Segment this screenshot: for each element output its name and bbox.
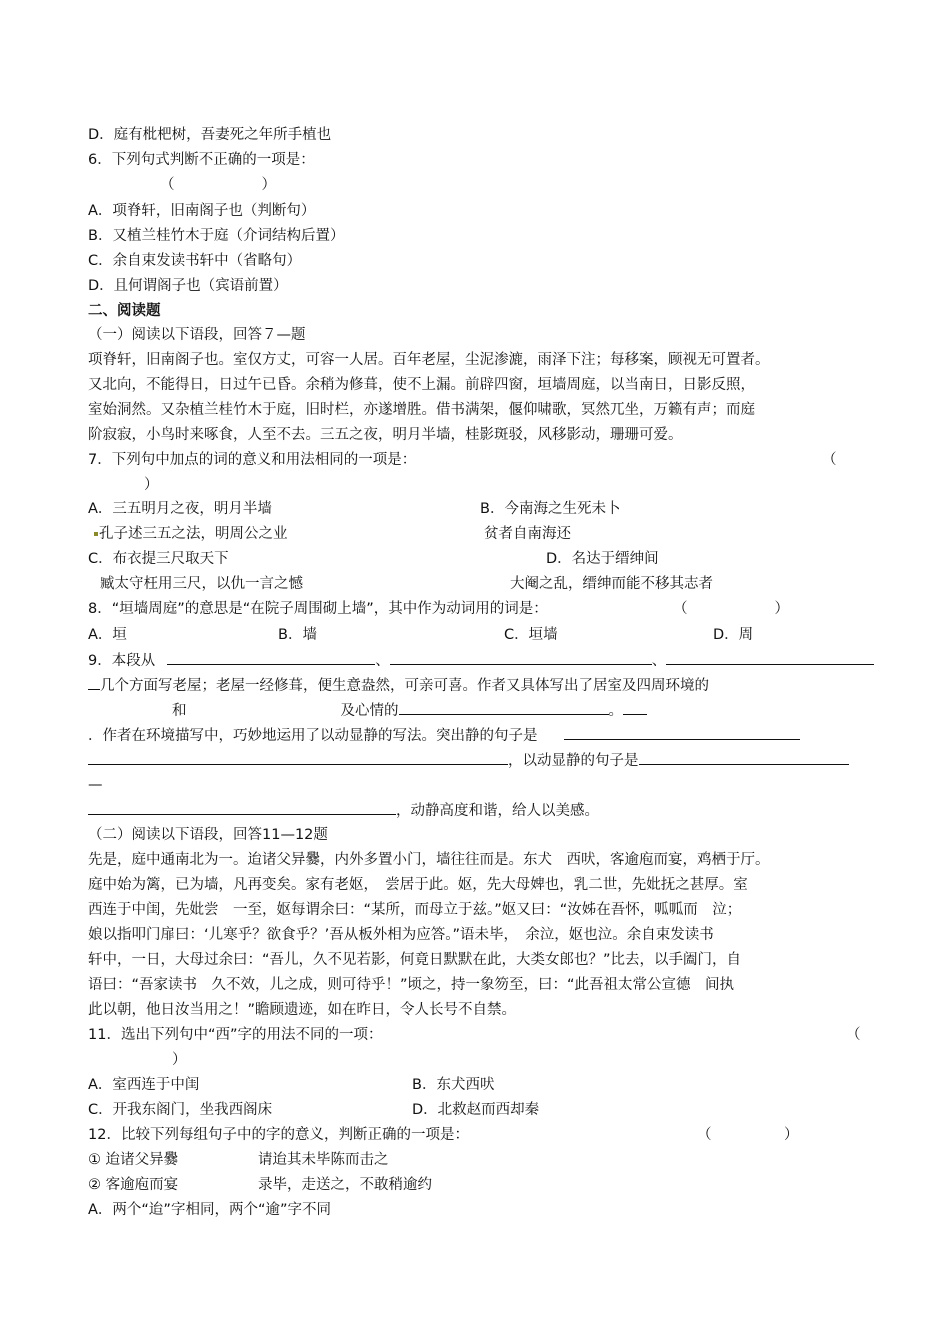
q7-paren-open: （ bbox=[822, 452, 837, 468]
q9-line4: ．作者在环境描写中，巧妙地运用了以动显静的写法。突出静的句子是 bbox=[88, 725, 800, 746]
q12-row2-left: ② 客逾庖而宴 bbox=[88, 1177, 179, 1193]
passage2-line: 娘以指叩门扉曰：‘儿寒乎？欲食乎？’吾从板外相为应答。”语未毕， 余泣，妪也泣。余自束发读书 bbox=[88, 927, 714, 943]
passage2-line: 此以朝，他日汝当用之！”瞻顾遗迹，如在昨日，令人长号不自禁。 bbox=[88, 1002, 517, 1018]
q11-paren-close: ） bbox=[172, 1052, 187, 1068]
answer-blank[interactable] bbox=[88, 800, 396, 815]
passage2-line: 先是，庭中通南北为一。迨诸父异爨，内外多置小门，墙往往而是。东犬 西吠，客逾庖而宴，鸡栖于厅。 bbox=[88, 852, 770, 868]
q7-option-d-line2: 大阉之乱，缙绅而能不移其志者 bbox=[510, 576, 713, 592]
passage2-line: 庭中始为篱，已为墙，凡再变矣。家有老妪， 尝居于此。妪，先大母婢也，乳二世，先妣抚之甚厚。室 bbox=[88, 877, 748, 893]
q11-option-c: C．开我东阁门，坐我西阁床 bbox=[88, 1102, 273, 1118]
answer-blank[interactable] bbox=[623, 700, 647, 715]
passage2-intro: （二）阅读以下语段，回答11—12题 bbox=[88, 827, 328, 843]
q11-option-a: A．室西连于中闺 bbox=[88, 1077, 200, 1093]
q9-line2: 几个方面写老屋；老屋一经修葺，便生意盎然，可亲可喜。作者又具体写出了居室及四周环境的 bbox=[88, 675, 709, 696]
q7-option-c-line1: C．布衣提三尺取天下 bbox=[88, 551, 229, 567]
passage1-line: 室始洞然。又杂植兰桂竹木于庭，旧时栏，亦遂增胜。借书满架，偃仰啸歌，冥然兀坐，万籁有声；而庭 bbox=[88, 402, 755, 418]
section-heading: 二、阅读题 bbox=[88, 303, 161, 319]
passage1-line: 项脊轩，旧南阁子也。室仅方丈，可容一人居。百年老屋，尘泥渗漉，雨泽下注；每移案，顾视无可置者。 bbox=[88, 352, 770, 368]
q9-line6: — bbox=[88, 777, 103, 793]
q5-option-d: D．庭有枇杷树，吾妻死之年所手植也 bbox=[88, 127, 332, 143]
passage1-line: 又北向，不能得日，日过午已昏。余稍为修葺，使不上漏。前辟四窗，垣墙周庭，以当南日，日影反照， bbox=[88, 377, 755, 393]
q7-option-b-line2: 贫者自南海还 bbox=[484, 526, 571, 542]
q6-option-d: D．且何谓阁子也（宾语前置） bbox=[88, 278, 288, 294]
passage2-line: 语曰：“吾家读书 久不效，儿之成，则可待乎！”顷之，持一象笏至，曰：“此吾祖太常公宣德 间执 bbox=[88, 977, 735, 993]
answer-blank[interactable] bbox=[88, 675, 100, 690]
q7-option-d-line1: D．名达于缙绅间 bbox=[546, 551, 659, 567]
q8-option-c: C．垣墙 bbox=[504, 627, 558, 643]
q11-option-b: B．东犬西吠 bbox=[412, 1077, 495, 1093]
q8-option-a: A．垣 bbox=[88, 627, 127, 643]
q12-stem: 12．比较下列每组句子中的字的意义，判断正确的一项是： bbox=[88, 1127, 469, 1143]
q6-stem: 6．下列句式判断不正确的一项是： bbox=[88, 152, 315, 168]
q7-option-a-line2: 孔子述三五之法，明周公之业 bbox=[94, 524, 288, 544]
answer-blank[interactable] bbox=[187, 700, 341, 715]
answer-blank[interactable] bbox=[639, 750, 849, 765]
answer-blank[interactable] bbox=[88, 750, 508, 765]
q11-stem: 11．选出下列句中“西”字的用法不同的一项： bbox=[88, 1027, 383, 1043]
q7-option-c-line2: 臧太守枉用三尺，以仇一言之憾 bbox=[100, 576, 303, 592]
q9-line1: 9．本段从 、 、 bbox=[88, 650, 874, 671]
q9-line5: ，以动显静的句子是 bbox=[88, 750, 849, 771]
q7-stem: 7．下列句中加点的词的意义和用法相同的一项是： bbox=[88, 452, 417, 468]
q9-line7: ，动静高度和谐，给人以美感。 bbox=[88, 800, 599, 821]
q6-option-a: A．项脊轩，旧南阁子也（判断句） bbox=[88, 203, 316, 219]
answer-blank[interactable] bbox=[666, 650, 874, 665]
q8-option-d: D．周 bbox=[713, 627, 754, 643]
passage2-line: 轩中，一日，大母过余曰：“吾儿，久不见若影，何竟日默默在此，大类女郎也？”比去，以手阖门，自 bbox=[88, 952, 742, 968]
q8-answer-paren: （ ） bbox=[673, 601, 789, 617]
q12-row2-right: 录毕，走送之，不敢稍逾约 bbox=[258, 1177, 432, 1193]
q12-option-a: A．两个“迨”字相同，两个“逾”字不同 bbox=[88, 1202, 331, 1218]
q11-option-d: D．北救赵而西却秦 bbox=[412, 1102, 540, 1118]
q8-option-b: B．墙 bbox=[278, 627, 317, 643]
q12-answer-paren: （ ） bbox=[697, 1127, 799, 1143]
marker-icon bbox=[94, 532, 98, 536]
q12-row1-left: ① 迨诸父异爨 bbox=[88, 1152, 179, 1168]
answer-blank[interactable] bbox=[399, 700, 609, 715]
answer-blank[interactable] bbox=[88, 700, 172, 715]
q6-option-c: C．余自束发读书轩中（省略句） bbox=[88, 253, 302, 269]
passage1-intro: （一）阅读以下语段，回答７—题 bbox=[88, 327, 306, 343]
answer-blank[interactable] bbox=[167, 650, 375, 665]
q11-paren-open: （ bbox=[846, 1027, 861, 1043]
answer-blank[interactable] bbox=[564, 725, 800, 740]
q6-option-b: B．又植兰桂竹木于庭（介词结构后置） bbox=[88, 228, 345, 244]
q7-paren-close: ） bbox=[144, 477, 159, 493]
answer-blank[interactable] bbox=[390, 650, 652, 665]
q12-row1-right: 请迨其未毕陈而击之 bbox=[258, 1152, 389, 1168]
q9-line3: 和 及心情的 。 bbox=[88, 700, 647, 721]
passage1-line: 阶寂寂，小鸟时来啄食，人至不去。三五之夜，明月半墙，桂影斑驳，风移影动，珊珊可爱。 bbox=[88, 427, 683, 443]
q7-option-a-line1: A．三五明月之夜，明月半墙 bbox=[88, 501, 272, 517]
q8-stem: 8．“垣墙周庭”的意思是“在院子周围砌上墙”，其中作为动词用的词是： bbox=[88, 601, 548, 617]
q7-option-b-line1: B．今南海之生死未卜 bbox=[480, 501, 621, 517]
q6-answer-paren: （ ） bbox=[160, 177, 276, 193]
passage2-line: 西连于中闺，先妣尝 一至，妪每谓余曰：“某所，而母立于兹。”妪又曰：“汝姊在吾怀，呱呱而 泣； bbox=[88, 902, 742, 918]
